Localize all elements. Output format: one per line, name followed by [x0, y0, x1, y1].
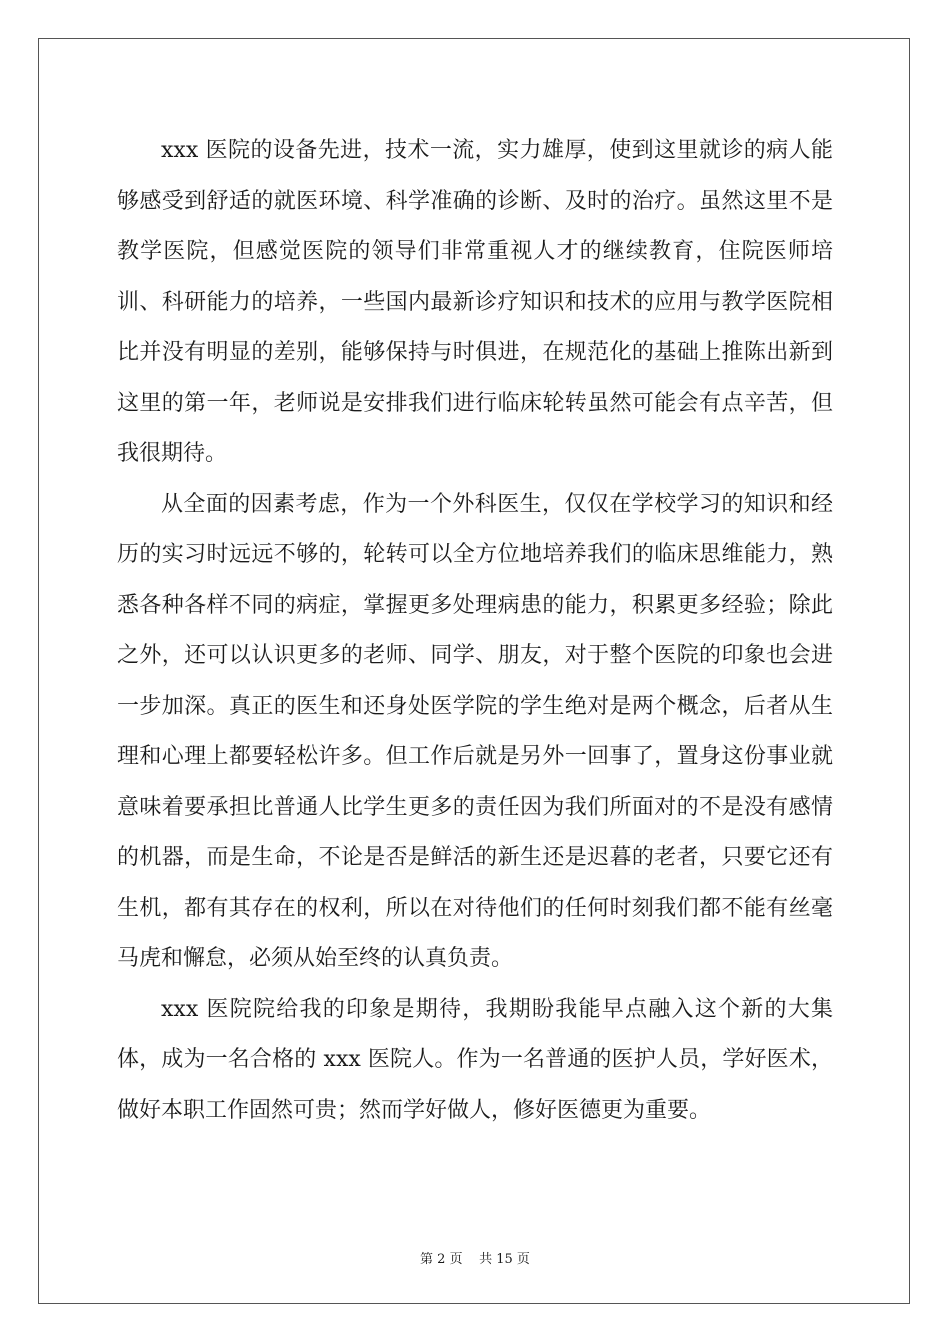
paragraph-3: xxx 医院院给我的印象是期待，我期盼我能早点融入这个新的大集体，成为一名合格的 xxx 医院人。作为一名普通的医护人员，学好医术，做好本职工作固然可贵；然而学好做人，修好医德更为重要。	[117, 996, 833, 1123]
footer-spacer	[463, 1252, 480, 1267]
page-footer	[0, 1248, 950, 1267]
page-number-current: 第 2 页	[420, 1252, 463, 1267]
paragraph-1: xxx 医院的设备先进，技术一流，实力雄厚，使到这里就诊的病人能够感受到舒适的就医环境、科学准确的诊断、及时的治疗。虽然这里不是教学医院，但感觉医院的领导们非常重视人才的继续教育，住院医师培训、科研能力的培养，一些国内最新诊疗知识和技术的应用与教学医院相比并没有明显的差别，能够保持与时俱进，在规范化的基础上推陈出新到这里的第一年，老师说是安排我们进行临床轮转虽然可能会有点辛苦，但我很期待。	[117, 138, 833, 466]
document-body	[117, 126, 833, 1136]
page-number-total: 共 15 页	[479, 1252, 530, 1267]
paragraph-2: 从全面的因素考虑，作为一个外科医生，仅仅在学校学习的知识和经历的实习时远远不够的，轮转可以全方位地培养我们的临床思维能力，熟悉各种各样不同的病症，掌握更多处理病患的能力，积累更多经验；除此之外，还可以认识更多的老师、同学、朋友，对于整个医院的印象也会进一步加深。真正的医生和还身处医学院的学生绝对是两个概念，后者从生理和心理上都要轻松许多。但工作后就是另外一回事了，置身这份事业就意味着要承担比普通人比学生更多的责任因为我们所面对的不是没有感情的机器，而是生命，不论是否是鲜活的新生还是迟暮的老者，只要它还有生机，都有其存在的权利，所以在对待他们的任何时刻我们都不能有丝毫马虎和懈怠，必须从始至终的认真负责。	[117, 491, 833, 971]
